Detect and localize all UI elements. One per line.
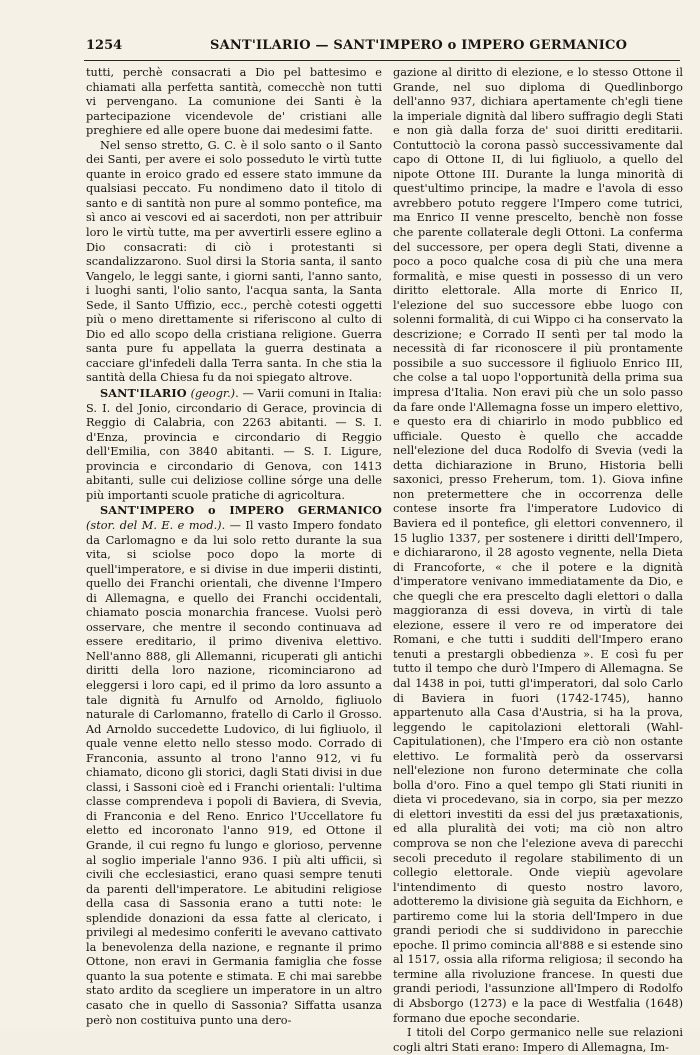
page-number: 1254 (86, 38, 123, 53)
entry-body: . — Il vasto Impero fondato da Carlomagno e da lui solo retto durante la sua vita, si sciolse poco dopo la morte di quell'imperatore, e si divise in due imperii distinti, quello dei Franchi orientali, che divenne l'Impero di Allemagna, e quello dei Franchi occidentali, chiamato poscia monarchia francese. Vuolsi però osservare, che mentre il secondo continuava ad essere ereditario, il primo diveniva elettivo. Nell'anno 888, gli Allemanni, ricuperati gli antichi diritti della loro nazione, ricominciarono ad eleggersi i loro capi, ed il primo da loro assunto a tale dignità fu Arnulfo od Arnoldo, figliuolo naturale di Carlomanno, fratello di Carlo il Grosso. Ad Arnoldo succedette Ludovico, di lui figliuolo, il quale venne eletto nello stesso modo. Corrado di Franconia, assunto al trono l'anno 912, vi fu chiamato, dicono gli storici, dagli Stati divisi in due classi, i Sassoni cioè ed i Franchi orientali: l'ultima classe comprendeva i popoli di Baviera, di Svevia, di Franconia e del Reno. Enrico l'Uccellatore fu eletto ed incoronato l'anno 919, ed Ottone il Grande, il cui regno fu lungo e glorioso, pervenne al soglio imperiale l'anno 936. I più alti ufficii, sì civili che ecclesiastici, erano quasi sempre tenuti da parenti dell'imperatore. Le abitudini religiose della casa di Sassonia erano a tutti note: le splendide donazioni da essa fatte al clericato, i privilegi al medesimo conferiti le avevano cattivato la benevolenza della nazione, e regnante il primo Ottone, non eravi in Germania famiglia che fosse quanto la sua potente e stimata. E chi mai sarebbe stato ardito da scegliere un imperatore in un altro casato che in quello di Sassonia? Siffatta usanza però non costituiva punto una dero- (86, 518, 382, 1027)
paragraph: gazione al diritto di elezione, e lo stesso Ottone il Grande, nel suo diploma di Quedlinborgo dell'anno 937, dichiara apertamente ch'egli tiene la imperiale dignità dal libero suffragio degli Stati e non già dalla forza de' suoi diritti ereditarii. Contuttociò la corona passò successivamente dal capo di Ottone II, di lui figliuolo, a quello del nipote Ottone III. Durante la lunga minorità di quest'ultimo principe, la madre e l'avola di esso avrebbero potuto reggere l'Impero come tutrici, ma Enrico II venne prescelto, benchè non fosse che parente collaterale degli Ottoni. La conferma del successore, per opera degli Stati, divenne a poco a poco qualche cosa di più che una mera formalità, e mise questi in possesso di un vero diritto elettorale. Alla morte di Enrico II, l'elezione del suo successore ebbe luogo con solenni formalità, di cui Wippo ci ha conservato la descrizione; e Corrado II sentì per tal modo la necessità di far riconoscere il più prontamente possibile a suo successore il figliuolo Enrico III, che colse a tal uopo l'opportunità della prima sua impresa d'Italia. Non eravi più che un solo passo da fare onde l'Allemagna fosse un impero elettivo, e questo era di chiarirlo in modo pubblico ed ufficiale. Questo è quello che accadde nell'elezione del duca Rodolfo di Svevia (vedi la detta dichiarazione in Bruno, Historia belli saxonici, presso Freherum, tom. 1). Giova infine non pretermettere che in occorrenza delle contese insorte fra l'imperatore Ludovico di Baviera ed il pontefice, gli elettori convennero, il 15 luglio 1337, per sostenere i diritti dell'Impero, e dichiararono, il 28 agosto vegnente, nella Dieta di Francoforte, « che il potere e la dignità d'imperatore venivano immediatamente da Dio, e che quegli che era prescelto dagli elettori o dalla maggioranza di essi doveva, in virtù di tale elezione, essere il vero re od imperatore dei Romani, e che tutti i sudditi dell'Impero erano tenuti a prestargli obbedienza ». E così fu per tutto il tempo che durò l'Impero di Allemagna. Se dal 1438 in poi, tutti gl'imperatori, dal solo Carlo di Baviera in fuori (1742-1745), hanno appartenuto alla Casa d'Austria, si ha la prova, leggendo le capitolazioni elettorali (Wahl-Capitulationen), che l'Impero era ciò non ostante elettivo. Le formalità però da osservarsi nell'elezione non furono determinate che colla bolla d'oro. Fino a quel tempo gli Stati riuniti in dieta vi procedevano, sia in corpo, sia per mezzo di elettori investiti da essi del jus prætaxationis, ed alla pluralità dei voti; ma ciò non altro comprova se non che l'elezione aveva di parecchi secoli preceduto il regolare stabilimento di un collegio elettorale. Onde viepiù agevolare l'intendimento di questo nostro lavoro, adotteremo la divisione già seguita da Eichhorn, e partiremo come lui la storia dell'Impero in due grandi periodi che si suddividono in parecchie epoche. Il primo comincia all'888 e si estende sino al 1517, ossia alla riforma religiosa; il secondo ha termine alla rivoluzione francese. In questi due grandi periodi, l'assunzione all'Impero di Rodolfo di Absborgo (1273) e la pace di Westfalia (1648) formano due epoche secondarie. (393, 66, 683, 1025)
running-title: SANT'ILARIO — SANT'IMPERO o IMPERO GERMANICO (210, 38, 628, 53)
page-header (82, 38, 682, 56)
paragraph: I titoli del Corpo germanico nelle sue relazioni cogli altri Stati erano: Impero di Allemagna, Im- (393, 1026, 683, 1054)
paragraph: tutti, perchè consacrati a Dio pel battesimo e chiamati alla perfetta santità, comecchè non tutti vi pervengano. La comunione dei Santi è la partecipazione vicendevole de' cristiani alle preghiere ed alle opere buone dai medesimi fatte. (86, 66, 382, 138)
left-column (86, 66, 382, 1028)
paragraph: Nel senso stretto, G. C. è il solo santo o il Santo dei Santi, per avere ei solo posseduto le virtù tutte quante in eroico grado ed essere stato immune da qualsiasi peccato. Fu nondimeno dato il titolo di santo e di santità non pure al sommo pontefice, ma sì anco ai vescovi ed ai sacerdoti, non per attribuir loro le virtù tutte, ma per avvertirli essere eglino a Dio consacrati: di ciò i protestanti si scandalizzarono. Suol dirsi la Storia santa, il santo Vangelo, le leggi sante, i giorni santi, l'anno santo, i luoghi santi, l'olio santo, l'acqua santa, la Santa Sede, il Santo Uffizio, ecc., perchè cotesti oggetti più o meno direttamente si riferiscono al culto di Dio ed allo scopo della cristiana religione. Guerra santa pure fu appellata la guerra destinata a cacciare gl'infedeli dalla Terra santa. In che stia la santità della Chiesa fu da noi spiegato altrove. (86, 138, 382, 385)
entry-santilario (86, 386, 382, 503)
entry-qualifier: (stor. del M. E. e mod.) (86, 518, 222, 532)
entry-body: . — Varii comuni in Italia: S. I. del Jonio, circondario di Gerace, provincia di Reggio di Calabria, con 2263 abitanti. — S. I. d'Enza, provincia e circondario di Reggio dell'Emilia, con 3840 abitanti. — S. I. Ligure, provincia e circondario di Genova, con 1413 abitanti, sulle cui deliziose colline sórge una delle più importanti scuole pratiche di agricoltura. (86, 387, 382, 502)
header-rule (84, 60, 680, 61)
entry-santimpero (86, 503, 382, 1028)
entry-qualifier: (geogr.) (190, 387, 236, 401)
right-column (393, 66, 683, 1055)
entry-headword: SANT'ILARIO (100, 386, 187, 401)
entry-headword: SANT'IMPERO o IMPERO GERMANICO (100, 503, 382, 518)
